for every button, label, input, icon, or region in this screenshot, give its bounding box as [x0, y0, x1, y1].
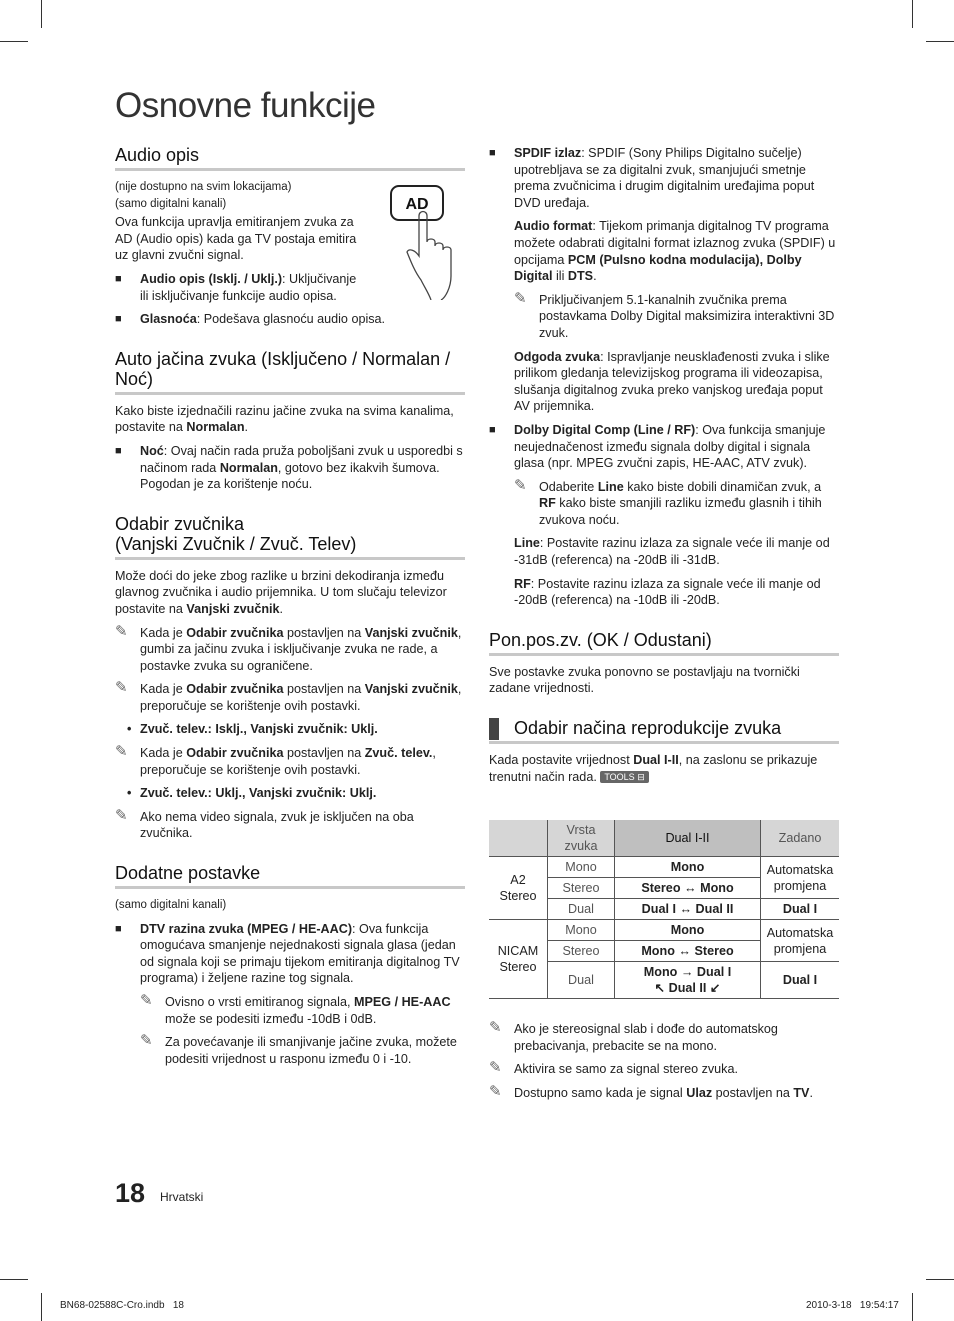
table-cell: Mono	[615, 857, 761, 878]
page-title: Osnovne funkcije	[115, 86, 376, 125]
section-title-odabir-zvucnika: Odabir zvučnika (Vanjski Zvučnik / Zvuč. Telev)	[115, 514, 465, 560]
table-cell: Dual	[548, 899, 615, 920]
section-title-nacin-reprodukcije: Odabir načina reprodukcije zvuka	[489, 718, 839, 744]
note-item: ✎ Ako nema video signala, zvuk je isključen na oba zvučnika.	[115, 806, 414, 841]
table-cell: Stereo	[548, 878, 615, 899]
table-cell: Mono	[548, 857, 615, 878]
ad-label: AD	[405, 196, 429, 213]
pencil-note-icon: ✎	[115, 806, 128, 824]
pencil-note-icon: ✎	[489, 1059, 502, 1077]
section-title-audio-opis: Audio opis	[115, 145, 465, 171]
tools-button-icon: TOOLS ⊟	[600, 771, 648, 783]
note-item: ✎ Odaberite Line kako biste dobili dinamičan zvuk, a RF kako biste smanjili razliku između glasnih i tihih zvukova noću.	[514, 476, 822, 527]
table-cell: Mono	[615, 920, 761, 941]
table-cell: Mono	[548, 920, 615, 941]
crop-mark	[0, 1279, 28, 1280]
table-cell: Automatska promjena	[761, 857, 840, 899]
pencil-note-icon: ✎	[115, 622, 128, 640]
table-cell: Dual I ↔ Dual II	[615, 899, 761, 920]
section-title-pon-pos: Pon.pos.zv. (OK / Odustani)	[489, 630, 839, 656]
paragraph: Audio format: Tijekom primanja digitalnog TV programa možete odabrati digitalni format izlaznog zvuka (SPDIF) u opcijama PCM (Pulsno kodna modulacija), Dolby Digital ili DTS.	[514, 219, 836, 284]
bullet-item: ■ Glasnoća: Podešava glasnoću audio opisa.	[115, 311, 465, 328]
note-item: ✎ Za povećavanje ili smanjivanje jačine zvuka, možete podesiti vrijednost u rasponu između 0 i -10.	[140, 1032, 457, 1066]
print-date-info: 2010-3-18 19:54:17	[806, 1300, 899, 1311]
availability-note: (samo digitalni kanali)	[115, 899, 227, 912]
table-cell: A2 Stereo	[489, 857, 548, 920]
paragraph: Line: Postavite razinu izlaza za signale veće ili manje od -31dB (referenca) na -20dB ili -31dB.	[514, 536, 830, 568]
section-description: Može doći do jeke zbog razlike u brzini dekodiranja između glavnog zvučnika i audio prijemnika. U tom slučaju televizor postavite na Vanjski zvučnik.	[115, 568, 447, 616]
bullet-item: ■ Dolby Digital Comp (Line / RF): Ova funkcija smanjuje neujednačenost između signala dolby digital i signala glasa (npr. MPEG zvučni zapis, HE-AAC, ATV zvuk).	[489, 422, 839, 472]
crop-mark	[926, 41, 954, 42]
crop-mark	[0, 41, 28, 42]
note-item: ✎ Dostupno samo kada je signal Ulaz postavljen na TV.	[489, 1083, 813, 1100]
dot-item: • Zvuč. telev.: Uklj., Vanjski zvučnik: Uklj.	[115, 785, 465, 802]
section-title-auto-jacina: Auto jačina zvuka (Isključeno / Normalan / Noć)	[115, 349, 465, 395]
section-description: Sve postavke zvuka ponovno se postavljaju na tvornički zadane vrijednosti.	[489, 664, 800, 696]
crop-mark	[926, 1279, 954, 1280]
note-item: ✎ Aktivira se samo za signal stereo zvuka.	[489, 1059, 738, 1077]
crop-mark	[41, 0, 42, 28]
sound-mode-table	[489, 820, 839, 999]
table-cell: Stereo ↔ Mono	[615, 878, 761, 899]
pencil-note-icon: ✎	[489, 1019, 502, 1037]
pencil-note-icon: ✎	[140, 992, 153, 1009]
left-column	[115, 145, 465, 1074]
paragraph: Odgoda zvuka: Ispravljanje neusklađenosti zvuka i slike prilikom gledanja televizijskog programa ili videozapisa, slušanja digitalnog zvuka preko vanjskog uređaja poput AV prijemnika.	[514, 349, 830, 414]
pencil-note-icon: ✎	[514, 476, 527, 494]
table-header: Vrsta zvuka	[548, 820, 615, 857]
crop-mark	[912, 1293, 913, 1321]
pencil-note-icon: ✎	[115, 679, 128, 697]
bullet-item: ■ DTV razina zvuka (MPEG / HE-AAC): Ova funkcija omogućava smanjenje nejednakosti signala glasa (jedan od signala koji se primaju tijekom emitiranja digitalnog TV programa) i željene razine tog signala.	[115, 921, 465, 987]
page-language: Hrvatski	[160, 1190, 204, 1204]
note-item: ✎ Kada je Odabir zvučnika postavljen na Vanjski zvučnik, preporučuje se korištenje ovih postavki.	[115, 679, 462, 713]
print-file-info: BN68-02588C-Cro.indb 18	[60, 1300, 184, 1311]
table-cell: Mono → Dual I ↖ Dual II ↙	[615, 962, 761, 999]
bullet-item: ■ SPDIF izlaz: SPDIF (Sony Philips Digitalno sučelje) upotrebljava se za digitalni zvuk, smanjujući smetnje prema zvučnicima i drugim digitalnim uređajima poput DVD uređaja.	[489, 145, 839, 211]
dot-item: • Zvuč. telev.: Isklj., Vanjski zvučnik: Uklj.	[115, 721, 465, 738]
right-column	[489, 145, 839, 1109]
table-header: Zadano	[761, 820, 840, 857]
pencil-note-icon: ✎	[140, 1032, 153, 1050]
paragraph: RF: Postavite razinu izlaza za signale veće ili manje od -20dB (referenca) na -10dB ili -20dB.	[514, 576, 821, 608]
note-item: ✎ Ako je stereosignal slab i dođe do automatskog prebacivanja, prebacite se na mono.	[489, 1019, 778, 1053]
table-cell: Mono ↔ Stereo	[615, 941, 761, 962]
table-cell: Dual I	[761, 962, 840, 999]
section-description: Ova funkcija upravlja emitiranjem zvuka za AD (Audio opis) kada ga TV postaja emitira uz glavni zvučni signal.	[115, 215, 357, 263]
pencil-note-icon: ✎	[489, 1083, 502, 1100]
bullet-item: ■ Audio opis (Isklj. / Uklj.): Uključivanje ili isključivanje funkcije audio opisa.	[115, 271, 360, 304]
table-cell: Automatska promjena	[761, 920, 840, 962]
table-header	[489, 820, 548, 857]
bullet-item: ■ Noć: Ovaj način rada pruža poboljšani zvuk u usporedbi s načinom rada Normalan, gotovo bez ikakvih šumova. Pogodan je za korištenje noću.	[115, 443, 465, 493]
page-number: 18	[115, 1178, 146, 1208]
crop-mark	[912, 0, 913, 28]
section-marker	[489, 718, 499, 740]
note-item: ✎ Ovisno o vrsti emitiranog signala, MPEG / HE-AAC može se podesiti između -10dB i 0dB.	[140, 992, 451, 1026]
crop-mark	[41, 1293, 42, 1321]
pencil-note-icon: ✎	[514, 289, 527, 307]
pencil-note-icon: ✎	[115, 743, 128, 761]
section-description: Kada postavite vrijednost Dual I-II, na zaslonu se prikazuje trenutni način rada. TOOLS ⊟	[489, 753, 818, 784]
table-cell: Stereo	[548, 941, 615, 962]
table-header: Dual I-II	[615, 820, 761, 857]
note-item: ✎ Priključivanjem 5.1-kanalnih zvučnika prema postavkama Dolby Digital maksimizira interaktivni 3D zvuk.	[514, 289, 835, 340]
table-cell: NICAM Stereo	[489, 920, 548, 999]
table-cell: Dual I	[761, 899, 840, 920]
availability-note: (nije dostupno na svim lokacijama) (samo digitalni kanali)	[115, 181, 292, 210]
section-title-dodatne-postavke: Dodatne postavke	[115, 863, 465, 889]
table-cell: Dual	[548, 962, 615, 999]
section-description: Kako biste izjednačili razinu jačine zvuka na svima kanalima, postavite na Normalan.	[115, 403, 454, 435]
note-item: ✎ Kada je Odabir zvučnika postavljen na Vanjski zvučnik, gumbi za jačinu zvuka i isključivanje zvuka ne rade, a postavke zvuka su ograničene.	[115, 622, 462, 673]
note-item: ✎ Kada je Odabir zvučnika postavljen na Zvuč. telev., preporučuje se korištenje ovih postavki.	[115, 743, 436, 777]
